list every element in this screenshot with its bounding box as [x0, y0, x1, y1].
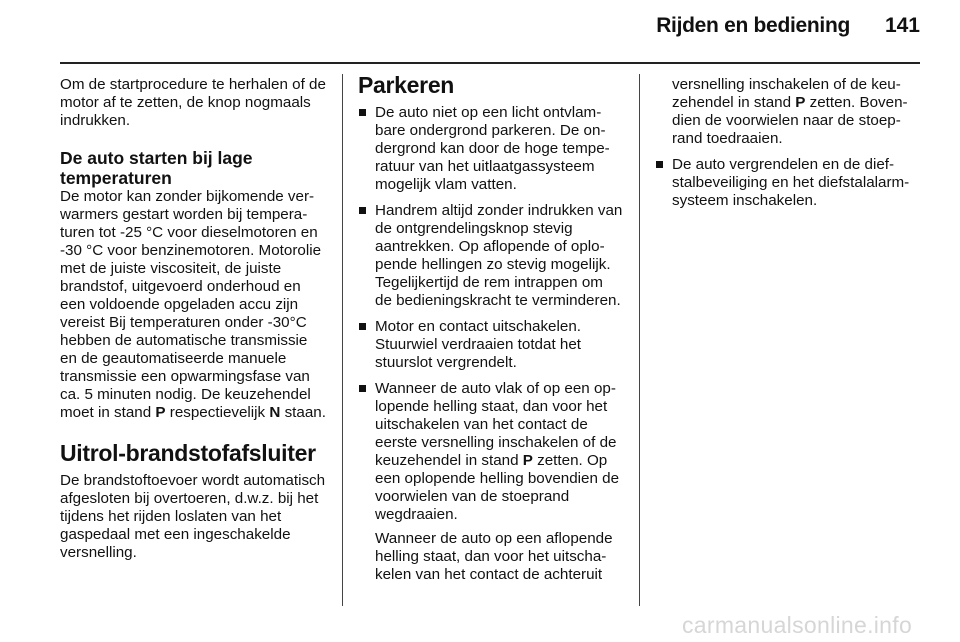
parking-heading: Parkeren — [358, 72, 455, 98]
column-divider-left — [342, 74, 343, 606]
list-item-text: zetten. Op een oplopende helling bovendien de voorwielen van de stoeprand wegdraaien. — [375, 452, 620, 523]
column-divider-right — [639, 74, 640, 606]
column-right — [655, 76, 923, 218]
fuel-cutoff-heading: Uitrol-brandstofafsluiter — [60, 440, 316, 466]
list-item-text: Wanneer de auto vlak of op een oplopende helling staat, dan voor het uitschakelen van het contact de eerste versnelling inschakelen of de keuzehendel in stand — [375, 380, 617, 469]
page-number: 141 — [884, 14, 920, 37]
gear-p-label: P — [795, 94, 806, 111]
list-item — [358, 380, 623, 524]
gear-n-label: N — [269, 404, 281, 421]
running-header-title: Rijden en bediening — [656, 14, 850, 37]
parking-list — [358, 104, 623, 524]
parking-list-continued — [655, 156, 923, 210]
intro-paragraph: Om de startprocedure te herhalen of de motor af te zetten, de knop nogmaals indrukken. — [60, 76, 326, 129]
list-item: De auto vergrendelen en de diefstalbeveiliging en het diefstalalarmsysteem inschakelen. — [655, 156, 923, 210]
cold-start-heading: De auto starten bij lage temperaturen — [60, 148, 253, 188]
header-rule — [60, 62, 920, 64]
column-middle — [358, 72, 623, 584]
gear-p-label: P — [522, 452, 533, 469]
continuation-text: versnelling inschakelen of de keuzehendel in stand — [672, 76, 901, 111]
cold-start-text: staan. — [280, 404, 326, 421]
cold-start-paragraph — [60, 188, 328, 422]
column-left — [60, 76, 328, 580]
cold-start-text: De motor kan zonder bijkomende verwarmers gestart worden bij temperaturen tot -25 °C voor dieselmotoren en -30 °C voor benzinemotoren. Motorolie met de juiste viscositeit, de juiste brandstof, uitgevoerd onderhoud en een voldoende opgeladen accu zijn vereist Bij temperaturen onder -30°C hebben de automatische transmissie en de geautomatiseerde manuele transmissie een opwarmingsfase van ca. 5 minuten nodig. De keuzehendel moet in stand — [60, 188, 322, 421]
list-item-continuation: Wanneer de auto op een aflopende helling staat, dan voor het uitschakelen van het contact de achteruit — [375, 530, 613, 583]
list-item-continuation — [655, 76, 923, 148]
cold-start-text: respectievelijk — [165, 404, 270, 421]
continuation-text: zetten. Bovendien de voorwielen naar de stoeprand toedraaien. — [672, 94, 908, 147]
list-item: Handrem altijd zonder indrukken van de ontgrendelingsknop stevig aantrekken. Op aflopende of oplopende hellingen zo stevig mogelijk. Tegelijkertijd de rem intrappen om de bedieningskracht te verminderen. — [358, 202, 623, 310]
fuel-cutoff-paragraph: De brandstoftoevoer wordt automatisch afgesloten bij overtoeren, d.w.z. bij het tijdens het rijden loslaten van het gaspedaal met een ingeschakelde versnelling. — [60, 472, 326, 561]
list-item: Motor en contact uitschakelen. Stuurwiel verdraaien totdat het stuurslot vergrendelt. — [358, 318, 623, 372]
gear-p-label: P — [155, 404, 166, 421]
list-item: De auto niet op een licht ontvlambare ondergrond parkeren. De ondergrond kan door de hoge temperatuur van het uitlaatgassysteem mogelijk vlam vatten. — [358, 104, 623, 194]
watermark-text: carmanualsonline.info — [682, 612, 913, 638]
